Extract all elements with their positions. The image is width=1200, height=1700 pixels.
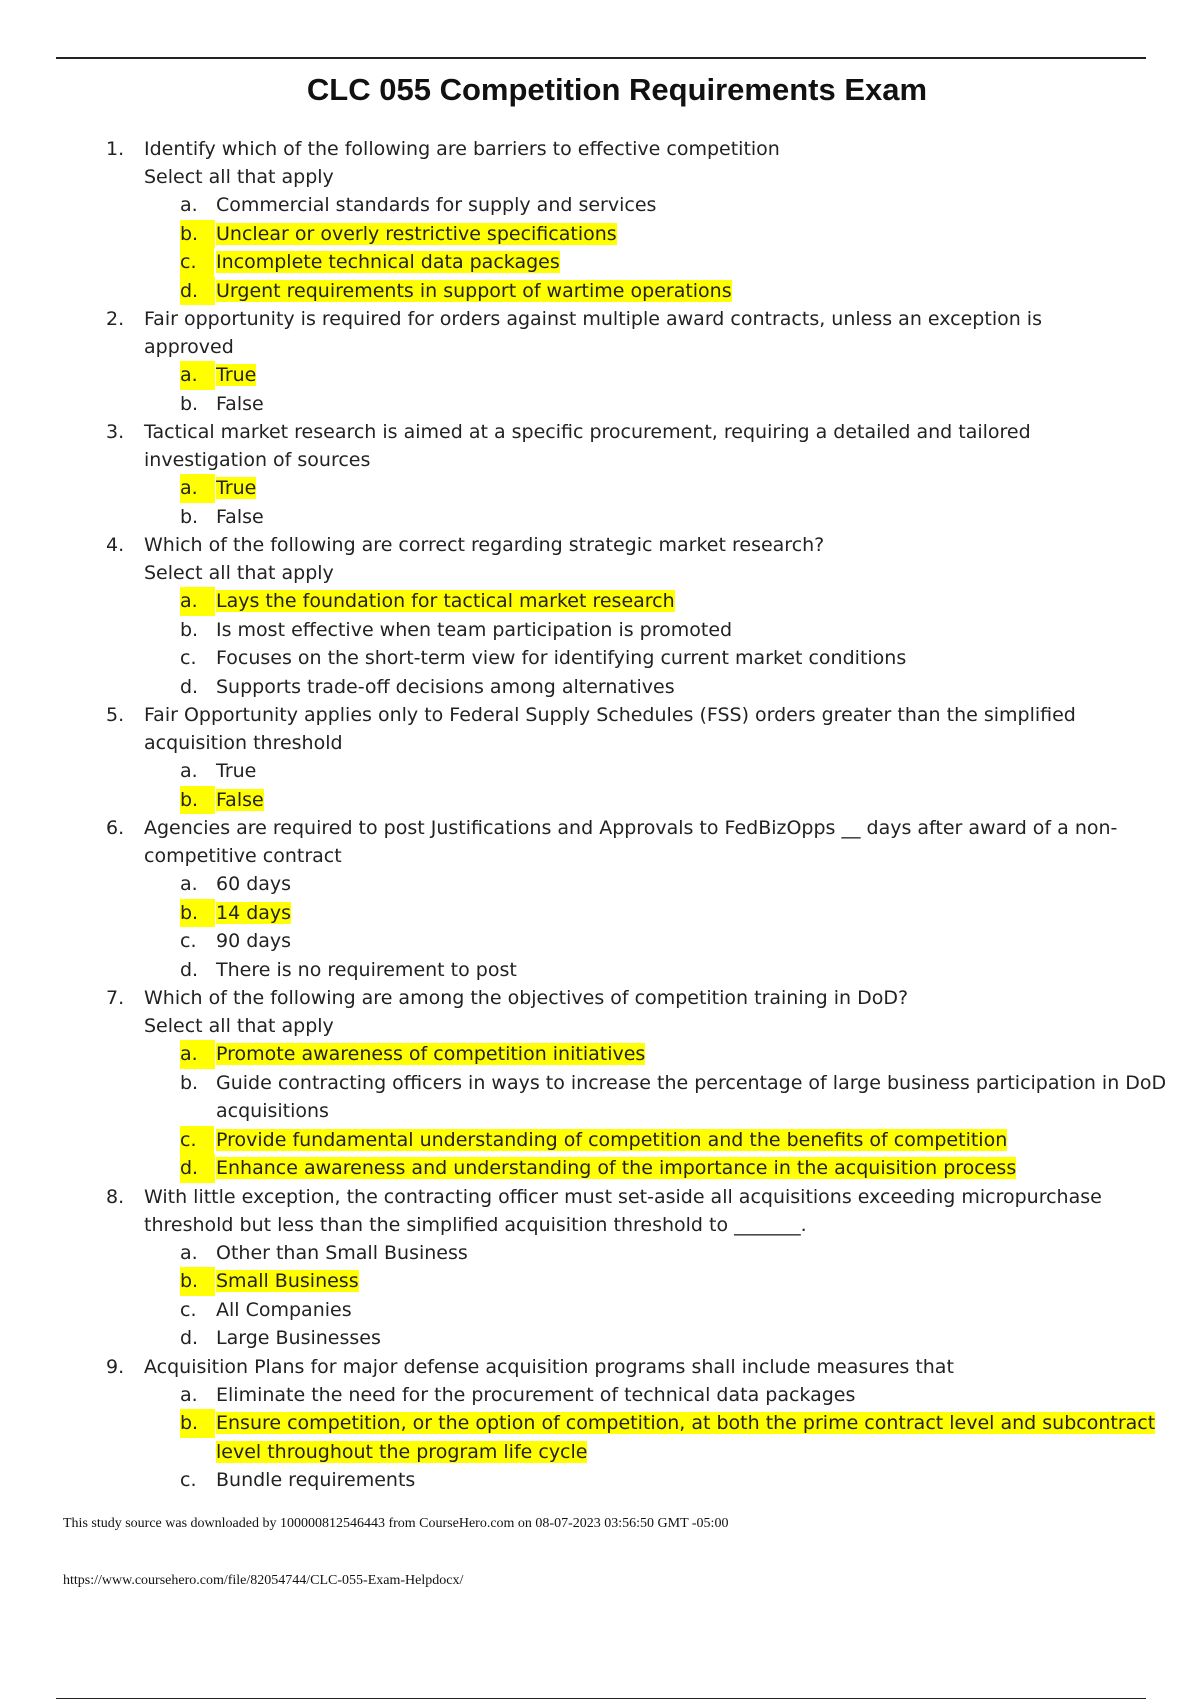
- question-text: Acquisition Plans for major defense acquisition programs shall include measures that: [144, 1355, 954, 1378]
- source-url: https://www.coursehero.com/file/82054744/CLC-055-Exam-Helpdocx/: [63, 1573, 464, 1588]
- option-letter: c.: [180, 1298, 197, 1321]
- option-text: Enhance awareness and understanding of the importance in the acquisition process: [216, 1157, 1017, 1179]
- option-list: [0, 361, 1200, 418]
- question-number: 8.: [106, 1185, 125, 1208]
- option-text: Promote awareness of competition initiatives: [216, 1043, 646, 1065]
- question-item: [0, 418, 1200, 531]
- option-item: [0, 1324, 1200, 1353]
- bottom-rule: [56, 1698, 1146, 1699]
- source-notice: This study source was downloaded by 100000812546443 from CourseHero.com on 08-07-2023 03:56:50 GMT -05:00: [63, 1516, 729, 1531]
- option-item: [0, 1069, 1200, 1126]
- option-item: [0, 191, 1200, 220]
- question-text: Identify which of the following are barriers to effective competition: [144, 138, 780, 160]
- option-item: [0, 673, 1200, 702]
- option-letter: b.: [180, 786, 215, 815]
- option-text: Ensure competition, or the option of competition, at both the prime contract level and subcontract level throughout the program life cycle: [216, 1412, 1156, 1463]
- question-text: Fair opportunity is required for orders against multiple award contracts, unless an exception is approved: [144, 308, 1042, 358]
- option-letter: a.: [180, 587, 215, 616]
- option-letter: a.: [180, 1383, 198, 1406]
- option-text: False: [216, 788, 264, 811]
- question-number: 9.: [106, 1355, 125, 1378]
- option-letter: a.: [180, 361, 215, 390]
- question-text: Which of the following are correct regarding strategic market research?: [144, 534, 825, 556]
- option-item: [0, 1239, 1200, 1268]
- option-letter: c.: [180, 1126, 214, 1155]
- option-item: [0, 1296, 1200, 1325]
- option-text: 90 days: [216, 930, 292, 952]
- option-item: [0, 927, 1200, 956]
- question-number: 5.: [106, 704, 125, 726]
- question-number: 3.: [106, 421, 125, 443]
- option-text: Other than Small Business: [216, 1241, 468, 1264]
- option-list: [0, 1239, 1200, 1353]
- option-item-highlighted: [0, 1040, 1200, 1069]
- option-item-highlighted: [0, 1409, 1200, 1466]
- question-text: Fair Opportunity applies only to Federal Supply Schedules (FSS) orders greater than the simplified acquisition threshold: [144, 704, 1076, 754]
- option-letter: b.: [180, 618, 199, 641]
- option-letter: c.: [180, 930, 197, 952]
- question-number: 6.: [106, 817, 125, 839]
- option-text: Eliminate the need for the procurement of technical data packages: [216, 1383, 856, 1406]
- option-text: Incomplete technical data packages: [216, 251, 560, 273]
- option-text: True: [216, 477, 257, 499]
- question-number: 2.: [106, 308, 125, 330]
- option-letter: a.: [180, 873, 198, 895]
- option-list: [0, 757, 1200, 814]
- question-instruction: Select all that apply: [144, 1015, 334, 1037]
- option-item-highlighted: [0, 786, 1200, 815]
- question-item: [0, 531, 1200, 701]
- option-item-highlighted: [0, 587, 1200, 616]
- question-number: 7.: [106, 987, 125, 1009]
- option-letter: b.: [180, 220, 215, 249]
- option-list: [0, 474, 1200, 531]
- question-text: Agencies are required to post Justifications and Approvals to FedBizOpps __ days after award of a non-competitive contract: [144, 817, 1118, 867]
- option-letter: d.: [180, 675, 199, 698]
- option-text: Lays the foundation for tactical market research: [216, 590, 675, 612]
- option-item: [0, 870, 1200, 899]
- option-list: [0, 191, 1200, 305]
- option-text: Urgent requirements in support of wartime operations: [216, 279, 732, 302]
- option-text: True: [216, 760, 257, 782]
- page-title: CLC 055 Competition Requirements Exam: [306, 72, 928, 107]
- option-item: [0, 644, 1200, 673]
- option-item-highlighted: [0, 1267, 1200, 1296]
- question-number: 1.: [106, 138, 125, 160]
- option-text: False: [216, 505, 264, 528]
- option-text: 14 days: [216, 901, 292, 924]
- option-text: All Companies: [216, 1298, 352, 1321]
- option-letter: c.: [180, 647, 197, 669]
- option-letter: b.: [180, 505, 199, 528]
- option-letter: b.: [180, 1071, 199, 1094]
- question-text: Which of the following are among the objectives of competition training in DoD?: [144, 987, 909, 1009]
- question-list: [0, 135, 1200, 1495]
- option-text: False: [216, 392, 264, 415]
- question-number: 4.: [106, 534, 125, 556]
- option-letter: a.: [180, 1241, 198, 1264]
- option-text: There is no requirement to post: [216, 958, 517, 981]
- question-item: [0, 984, 1200, 1183]
- option-text: Commercial standards for supply and services: [216, 194, 657, 216]
- question-item: [0, 135, 1200, 305]
- option-letter: a.: [180, 194, 198, 216]
- option-item-highlighted: [0, 220, 1200, 249]
- option-item-highlighted: [0, 1154, 1200, 1183]
- option-letter: c.: [180, 1469, 197, 1491]
- option-item-highlighted: [0, 899, 1200, 928]
- option-list: [0, 587, 1200, 701]
- option-text: Supports trade-off decisions among alternatives: [216, 675, 675, 698]
- question-item: [0, 1183, 1200, 1353]
- option-item: [0, 390, 1200, 419]
- option-text: Provide fundamental understanding of competition and the benefits of competition: [216, 1128, 1008, 1151]
- question-text: With little exception, the contracting officer must set-aside all acquisitions exceeding micropurchase threshold but less than the simplified acquisition threshold to _______.: [144, 1185, 1102, 1236]
- option-text: Large Businesses: [216, 1327, 381, 1349]
- option-list: [0, 870, 1200, 984]
- question-text: Tactical market research is aimed at a specific procurement, requiring a detailed and tailored investigation of sources: [144, 421, 1031, 471]
- option-item-highlighted: [0, 474, 1200, 503]
- option-text: Is most effective when team participation is promoted: [216, 618, 733, 641]
- option-text: Bundle requirements: [216, 1469, 416, 1491]
- option-item-highlighted: [0, 361, 1200, 390]
- question-instruction: Select all that apply: [144, 166, 334, 188]
- question-item: [0, 701, 1200, 814]
- option-list: [0, 1040, 1200, 1183]
- option-letter: b.: [180, 1267, 215, 1296]
- option-letter: a.: [180, 1040, 215, 1069]
- option-text: Focuses on the short-term view for identifying current market conditions: [216, 647, 907, 669]
- option-letter: c.: [180, 248, 214, 277]
- option-item: [0, 1466, 1200, 1495]
- option-letter: d.: [180, 277, 215, 306]
- option-text: Guide contracting officers in ways to increase the percentage of large business participation in DoD acquisitions: [216, 1071, 1167, 1122]
- question-item: [0, 814, 1200, 984]
- option-letter: b.: [180, 1409, 215, 1438]
- option-letter: d.: [180, 958, 199, 981]
- option-letter: d.: [180, 1154, 215, 1183]
- option-text: Small Business: [216, 1270, 359, 1292]
- option-item-highlighted: [0, 1126, 1200, 1155]
- option-letter: d.: [180, 1327, 199, 1349]
- option-item: [0, 956, 1200, 985]
- question-instruction: Select all that apply: [144, 562, 334, 584]
- option-list: [0, 1381, 1200, 1495]
- option-item-highlighted: [0, 277, 1200, 306]
- option-letter: a.: [180, 474, 215, 503]
- top-rule: [56, 57, 1146, 59]
- option-text: Unclear or overly restrictive specifications: [216, 222, 617, 245]
- option-item: [0, 1381, 1200, 1410]
- question-item: [0, 305, 1200, 418]
- option-item: [0, 503, 1200, 532]
- question-item: [0, 1353, 1200, 1495]
- option-text: 60 days: [216, 873, 292, 895]
- option-text: True: [216, 364, 257, 386]
- option-letter: a.: [180, 760, 198, 782]
- option-item-highlighted: [0, 248, 1200, 277]
- option-letter: b.: [180, 899, 215, 928]
- option-item: [0, 757, 1200, 786]
- option-letter: b.: [180, 392, 199, 415]
- option-item: [0, 616, 1200, 645]
